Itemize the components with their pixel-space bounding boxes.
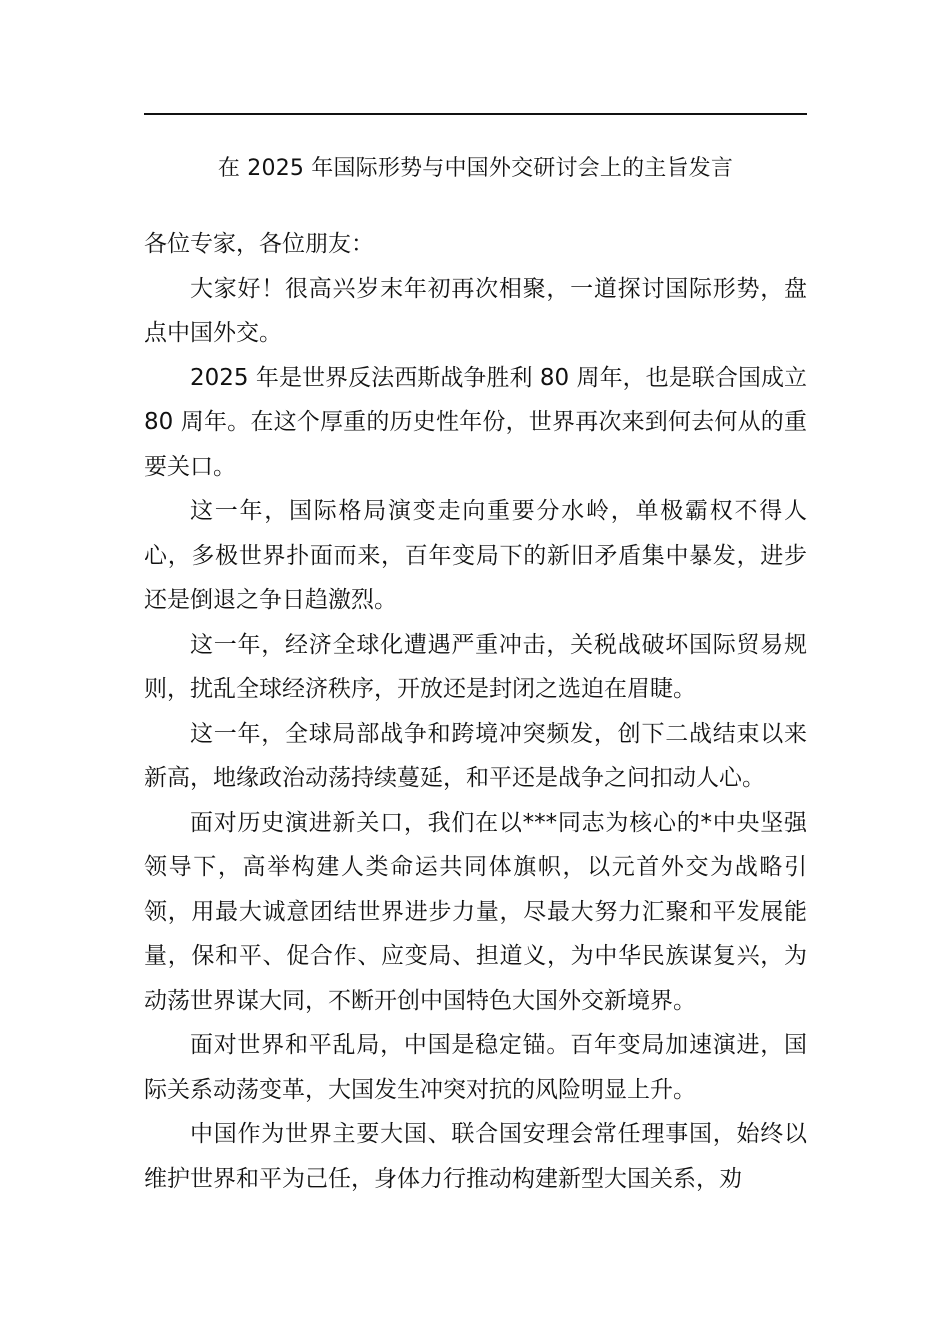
paragraph: 2025 年是世界反法西斯战争胜利 80 周年，也是联合国成立 80 周年。在这个厚重的历史性年份，世界再次来到何去何从的重要关口。 [144, 364, 807, 480]
paragraph: 面对历史演进新关口，我们在以***同志为核心的*中央坚强领导下，高举构建人类命运共同体旗帜，以元首外交为战略引领，用最大诚意团结世界进步力量，尽最大努力汇聚和平发展能量，保和平、促合作、应变局、担道义，为中华民族谋复兴，为动荡世界谋大同，不断开创中国特色大国外交新境界。 [144, 809, 807, 1014]
greeting: 各位专家，各位朋友： [144, 231, 374, 257]
paragraph: 这一年，全球局部战争和跨境冲突频发，创下二战结束以来新高，地缘政治动荡持续蔓延，和平还是战争之问扣动人心。 [144, 720, 807, 791]
paragraph: 大家好！很高兴岁末年初再次相聚，一道探讨国际形势，盘点中国外交。 [144, 275, 807, 346]
header-rule [144, 113, 807, 115]
paragraph: 这一年，国际格局演变走向重要分水岭，单极霸权不得人心，多极世界扑面而来，百年变局下的新旧矛盾集中暴发，进步还是倒退之争日趋激烈。 [144, 498, 807, 613]
document-body [144, 222, 807, 1201]
paragraph: 这一年，经济全球化遭遇严重冲击，关税战破坏国际贸易规则，扰乱全球经济秩序，开放还是封闭之选迫在眉睫。 [144, 631, 807, 702]
paragraph: 面对世界和平乱局，中国是稳定锚。百年变局加速演进，国际关系动荡变革，大国发生冲突对抗的风险明显上升。 [144, 1032, 807, 1103]
document-title: 在 2025 年国际形势与中国外交研讨会上的主旨发言 [217, 156, 734, 181]
paragraph: 中国作为世界主要大国、联合国安理会常任理事国，始终以维护世界和平为己任，身体力行推动构建新型大国关系，劝 [144, 1121, 807, 1192]
